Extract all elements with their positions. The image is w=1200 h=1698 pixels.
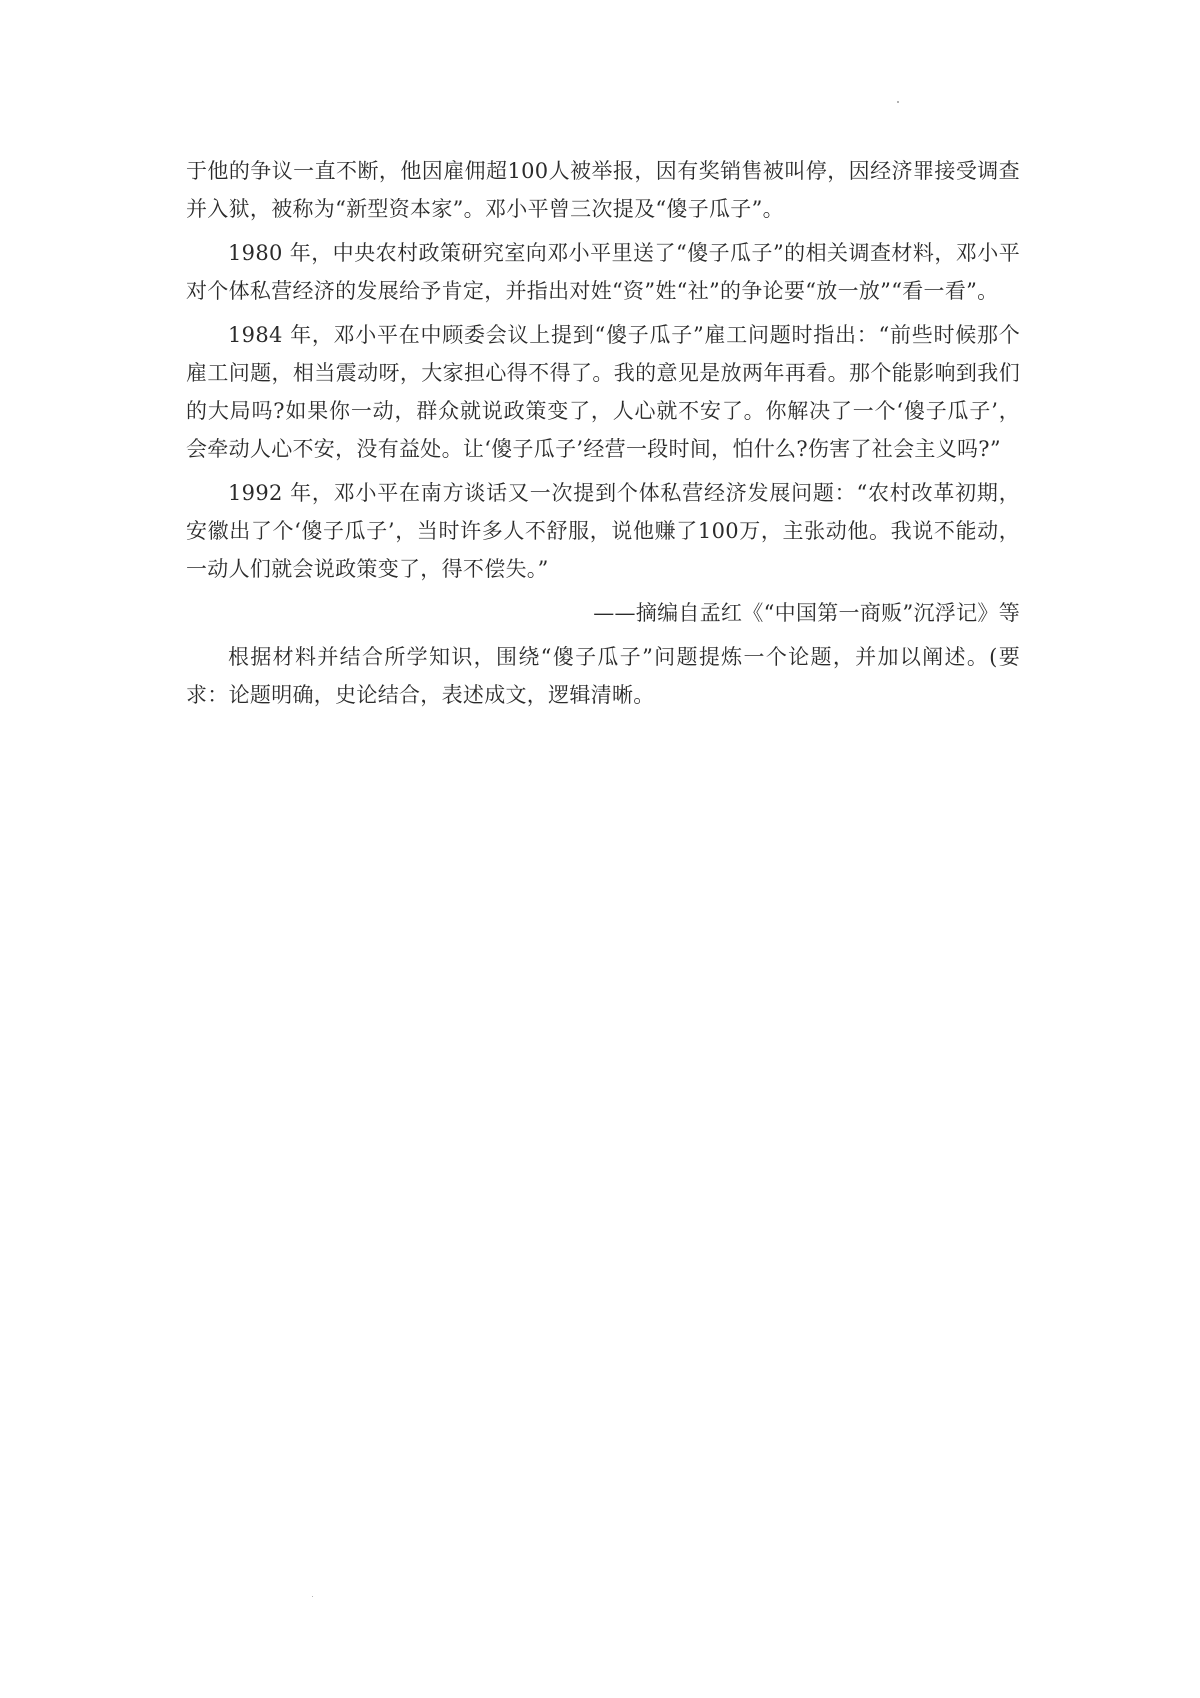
- paragraph-1980: 1980 年，中央农村政策研究室向邓小平里送了“傻子瓜子”的相关调查材料，邓小平对个体私营经济的发展给予肯定，并指出对姓“资”姓“社”的争论要“放一放”“看一看”。: [186, 241, 1020, 303]
- paragraph-1992: 1992 年，邓小平在南方谈话又一次提到个体私营经济发展问题：“农村改革初期，安徽出了个‘傻子瓜子’，当时许多人不舒服，说他赚了100万，主张动他。我说不能动，一动人们就会说政策变了，得不偿失。”: [186, 481, 1020, 581]
- source-citation: ——摘编自孟红《“中国第一商贩”沉浮记》等: [593, 601, 1020, 625]
- document-body: [186, 152, 1020, 720]
- paragraph-1984: 1984 年，邓小平在中顾委会议上提到“傻子瓜子”雇工问题时指出：“前些时候那个雇工问题，相当震动呀，大家担心得不得了。我的意见是放两年再看。那个能影响到我们的大局吗?如果你一动，群众就说政策变了，人心就不安了。你解决了一个‘傻子瓜子’，会牵动人心不安，没有益处。让‘傻子瓜子’经营一段时间，怕什么?伤害了社会主义吗?”: [186, 323, 1020, 461]
- scan-speck: [312, 1596, 313, 1597]
- scan-speck: [897, 101, 899, 103]
- question-prompt: 根据材料并结合所学知识，围绕“傻子瓜子”问题提炼一个论题，并加以阐述。(要求：论题明确，史论结合，表述成文，逻辑清晰。: [186, 645, 1020, 707]
- paragraph-continuation: 于他的争议一直不断，他因雇佣超100人被举报，因有奖销售被叫停，因经济罪接受调查并入狱，被称为“新型资本家”。邓小平曾三次提及“傻子瓜子”。: [186, 159, 1020, 221]
